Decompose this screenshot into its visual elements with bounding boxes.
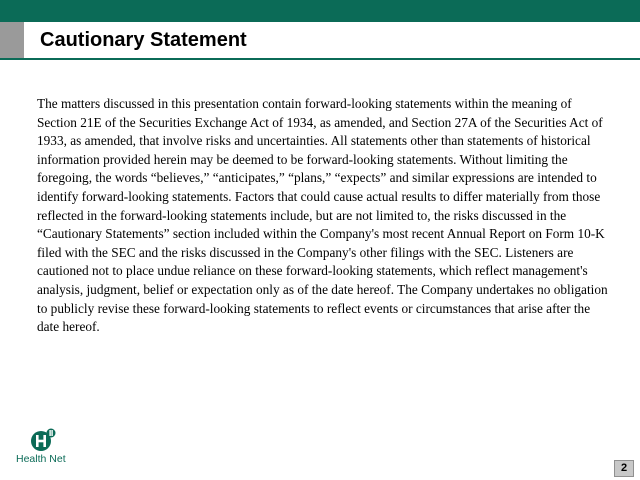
page-number: 2 [614, 460, 634, 477]
top-banner [0, 0, 640, 22]
company-logo [14, 428, 84, 468]
logo-wordmark: Health Net [16, 453, 66, 465]
cautionary-statement-text: The matters discussed in this presentation contain forward-looking statements within the meaning of Section 21E of the Securities Exchange Act of 1934, as amended, and Section 27A of the Securities Act of 1933, as amended, that involve risks and uncertainties. All statements other than statements of historical information provided herein may be deemed to be forward-looking statements. Without limiting the foregoing, the words “believes,” “anticipates,” “plans,” “expects” and similar expressions are intended to identify forward-looking statements. Factors that could cause actual results to differ materially from those reflected in the forward-looking statements include, but are not limited to, the risks discussed in the “Cautionary Statements” section included within the Company's most recent Annual Report on Form 10-K filed with the SEC and the risks discussed in the Company's other filings with the SEC. Listeners are cautioned not to place undue reliance on these forward-looking statements, which reflect management's analysis, judgment, belief or expectation only as of the date hereof. The Company undertakes no obligation to publicly revise these forward-looking statements to reflect events or circumstances that arise after the date hereof. [37, 96, 608, 335]
title-divider [0, 58, 640, 60]
page-title: Cautionary Statement [40, 29, 247, 51]
health-net-logo-icon [30, 428, 56, 452]
title-accent-block [0, 22, 24, 58]
